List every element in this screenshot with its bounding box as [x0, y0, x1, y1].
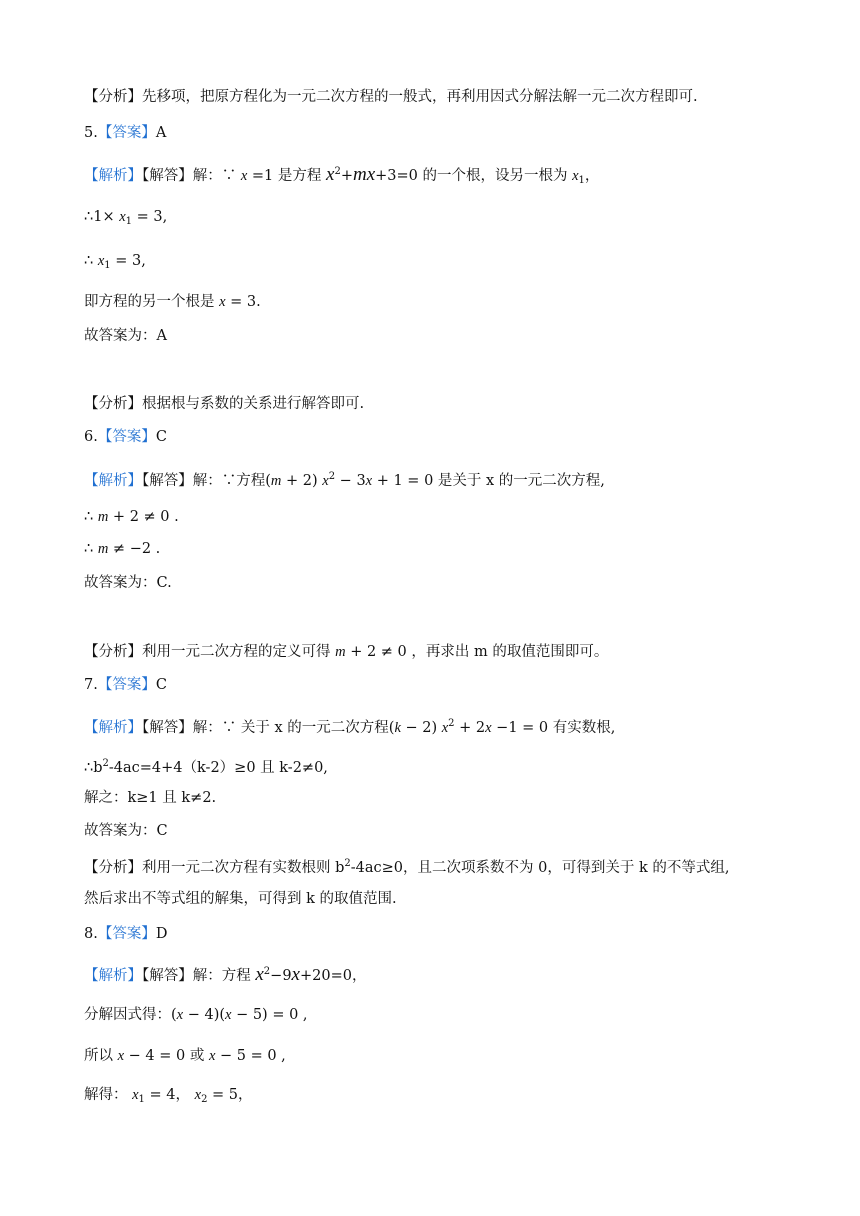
text-segment: 【答案】 [97, 429, 156, 445]
text-segment: 【解析】 [84, 968, 142, 984]
text-line [84, 1085, 253, 1110]
text-segment: ∴ [84, 541, 98, 557]
text-segment: x [365, 473, 373, 489]
text-segment: + 1 = 0 是关于 x 的一元二次方程, [372, 473, 605, 489]
text-segment: m [97, 509, 109, 525]
text-line [84, 251, 146, 276]
text-segment: 2 [344, 858, 351, 869]
text-segment: 【解析】 [84, 473, 142, 489]
text-segment: 【解析】 [84, 168, 142, 184]
text-segment: 然后求出不等式组的解集，可得到 k 的取值范围. [84, 891, 397, 907]
text-segment: ( [388, 720, 395, 736]
text-segment: -4ac≥0，且二次项系数不为 0，可得到关于 k 的不等式组, [350, 860, 730, 876]
text-segment: k [394, 720, 401, 736]
text-segment: x [291, 964, 300, 985]
text-segment: +3=0 的一个根，设另一根为 [375, 168, 573, 184]
text-segment: x [322, 473, 329, 489]
text-segment: x [441, 720, 449, 736]
text-segment: 7. [84, 677, 98, 693]
text-segment: 5. [84, 125, 98, 141]
text-segment: 1 [104, 260, 111, 271]
text-segment: 解得： [84, 1087, 133, 1103]
text-segment: m [335, 644, 346, 660]
text-segment: 2 [448, 718, 455, 729]
text-line [84, 1046, 286, 1066]
text-segment: x [225, 1007, 232, 1023]
text-segment: x [119, 209, 126, 225]
text-line [84, 539, 160, 559]
text-line [84, 507, 179, 527]
text-segment: x [194, 1087, 202, 1103]
text-segment: −1 = 0 有实数根, [491, 720, 616, 736]
text-line [84, 788, 216, 808]
text-segment: − 4 = 0 或 [124, 1048, 209, 1064]
text-segment: mx [352, 164, 376, 185]
text-segment: 2 [201, 1094, 208, 1105]
text-segment: = 4， [144, 1087, 195, 1103]
text-segment: C [155, 429, 167, 445]
text-segment: C [155, 677, 167, 693]
text-segment: − 4)( [183, 1007, 226, 1023]
text-line [84, 962, 366, 986]
text-segment: 故答案为：A [84, 328, 167, 344]
text-line [84, 292, 261, 312]
text-segment: ≠ −2 . [108, 541, 161, 557]
text-segment: 解之：k≥1 且 k≠2. [84, 790, 217, 806]
text-segment: 【解答】解：∵ [142, 168, 241, 184]
text-segment: − 2) [400, 720, 442, 736]
text-segment: ∴b [84, 760, 103, 776]
text-segment: 2 [102, 758, 109, 769]
text-segment: 6. [84, 429, 98, 445]
text-segment: + 2 [454, 720, 486, 736]
text-segment: −9 [270, 968, 292, 984]
text-segment: x [326, 164, 335, 185]
text-segment: 2 [328, 471, 336, 482]
text-line [84, 394, 364, 414]
text-segment: 【答案】 [97, 926, 156, 942]
text-segment: ， [584, 168, 600, 184]
text-segment: 即方程的另一个根是 [84, 294, 220, 310]
text-segment: =1 是方程 [247, 168, 326, 184]
text-line [84, 675, 167, 695]
text-segment: D [155, 926, 168, 942]
text-segment: 1 [125, 216, 133, 227]
text-segment: = 5， [207, 1087, 253, 1103]
text-segment: ∴ [84, 253, 98, 269]
text-segment: ∴1× [84, 209, 120, 225]
text-segment: 【答案】 [97, 677, 156, 693]
text-segment: A [155, 125, 167, 141]
text-line [84, 573, 172, 593]
text-segment: 2 [334, 166, 341, 177]
text-segment: 【解答】解：方程 [142, 968, 256, 984]
text-segment: 1 [578, 175, 585, 186]
text-line [84, 207, 167, 232]
text-segment: 【分析】先移项，把原方程化为一元二次方程的一般式，再利用因式分解法解一元二次方程即可. [84, 89, 698, 105]
text-line [84, 821, 168, 841]
text-line [84, 162, 599, 191]
text-segment: = 3, [132, 209, 168, 225]
text-line [84, 467, 605, 491]
text-line [84, 889, 397, 909]
text-segment: 【解答】解：∵方程 [142, 473, 266, 489]
text-segment: x [572, 168, 579, 184]
text-segment: + [340, 168, 353, 184]
text-segment: 【答案】 [97, 125, 156, 141]
text-segment: x [132, 1087, 139, 1103]
text-segment: 所以 [84, 1048, 118, 1064]
text-segment: + 2 ≠ 0 ，再求出 m 的取值范围即可。 [345, 644, 609, 660]
text-segment: x [208, 1048, 216, 1064]
text-line [84, 326, 167, 346]
text-segment: 故答案为：C [84, 823, 168, 839]
text-segment: + 2) [281, 473, 323, 489]
text-segment: x [219, 294, 226, 310]
text-line [84, 1005, 308, 1025]
text-segment: 8. [84, 926, 98, 942]
text-segment: -4ac=4+4（k-2）≥0 且 k-2≠0, [108, 760, 328, 776]
text-line [84, 924, 167, 944]
text-segment: 分解因式得：( [84, 1007, 177, 1023]
text-segment: − 5) = 0 , [231, 1007, 308, 1023]
text-line [84, 123, 166, 143]
text-line [84, 642, 608, 662]
text-segment: 故答案为：C. [84, 575, 172, 591]
text-segment: + 2 ≠ 0 . [108, 509, 179, 525]
text-segment: 【解答】解：∵ 关于 x 的一元二次方程 [142, 720, 389, 736]
text-segment: − 3 [335, 473, 366, 489]
text-segment: = 3. [225, 294, 261, 310]
text-line [84, 87, 698, 107]
text-segment: 【分析】利用一元二次方程有实数根则 b [84, 860, 345, 876]
text-segment: m [270, 473, 282, 489]
text-segment: 1 [138, 1094, 145, 1105]
text-segment: 【分析】根据根与系数的关系进行解答即可. [84, 396, 365, 412]
text-line [84, 754, 328, 778]
text-segment: x [255, 964, 264, 985]
text-line [84, 427, 167, 447]
text-segment: x [97, 253, 105, 269]
text-segment: m [97, 541, 109, 557]
text-segment: x [117, 1048, 125, 1064]
text-segment: 2 [263, 966, 271, 977]
text-segment: x [176, 1007, 184, 1023]
text-line [84, 854, 729, 878]
text-segment: ( [265, 473, 271, 489]
text-segment: +20=0， [299, 968, 367, 984]
text-segment: 【分析】利用一元二次方程的定义可得 [84, 644, 336, 660]
text-segment: − 5 = 0 , [215, 1048, 286, 1064]
text-segment: 【解析】 [84, 720, 142, 736]
text-segment: = 3, [110, 253, 146, 269]
text-segment: x [485, 720, 492, 736]
text-segment: ∴ [84, 509, 98, 525]
text-line [84, 714, 615, 738]
text-segment: x [240, 168, 248, 184]
